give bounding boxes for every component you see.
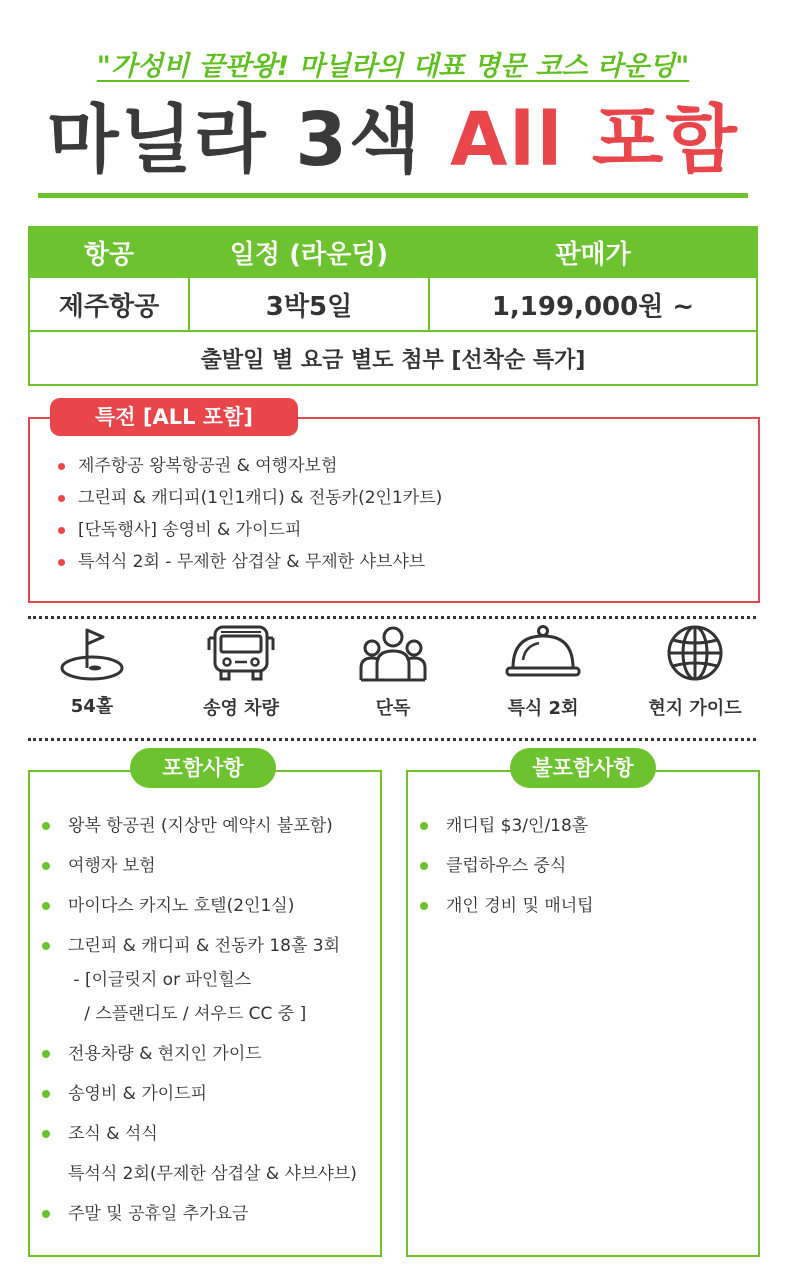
feature-label: 현지 가이드	[648, 698, 742, 719]
list-item: 조식 & 석식	[42, 1122, 372, 1146]
dotted-divider	[28, 616, 756, 619]
globe-icon	[664, 622, 726, 684]
excluded-label: 불포함사항	[510, 748, 656, 788]
list-item: 개인 경비 및 매너팁	[420, 894, 750, 918]
price-note: 출발일 별 요금 별도 첨부 [선착순 특가]	[29, 331, 757, 385]
feature-holes	[27, 622, 157, 718]
list-item: 특석식 2회(무제한 삼겹살 & 샤브샤브)	[68, 1164, 357, 1184]
cloche-icon	[503, 622, 583, 684]
feature-transfer	[176, 622, 306, 720]
tagline: "가성비 끝판왕! 마닐라의 대표 명문 코스 라운딩"	[96, 51, 690, 82]
feature-label: 송영 차량	[203, 698, 279, 719]
feature-label: 단독	[375, 698, 411, 719]
price-table-header	[29, 227, 757, 277]
price-table-row	[29, 277, 757, 331]
included-label: 포함사항	[130, 748, 276, 788]
header-price: 판매가	[429, 227, 757, 277]
list-item: 그린피 & 캐디피 & 전동카 18홀 3회	[42, 934, 372, 958]
price-table	[28, 226, 758, 386]
list-item: / 스플랜디도 / 셔우드 CC 중 ]	[68, 1004, 307, 1024]
feature-label: 54홀	[70, 696, 114, 717]
list-item: 제주항공 왕복항공권 & 여행자보험	[58, 454, 442, 486]
list-item: 그린피 & 캐디피(1인1캐디) & 전동카(2인1카트)	[58, 486, 442, 518]
list-item: 마이다스 카지노 호텔(2인1실)	[42, 894, 372, 918]
list-item: 전용차량 & 현지인 가이드	[42, 1042, 372, 1066]
list-item: - [이글릿지 or 파인힐스	[68, 970, 252, 990]
list-item: 특석식 2회 - 무제한 삼겹살 & 무제한 샤브샤브	[58, 550, 442, 582]
benefits-list	[58, 454, 442, 582]
list-item: 캐디팁 $3/인/18홀	[420, 814, 750, 838]
group-icon	[353, 622, 433, 684]
schedule-value: 3박5일	[189, 277, 429, 331]
list-item: 왕복 항공권 (지상만 예약시 불포함)	[42, 814, 372, 838]
list-item: 주말 및 공휴일 추가요금	[42, 1202, 372, 1226]
price-value: 1,199,000원 ~	[429, 277, 757, 331]
page-title: 마닐라 3색 All 포함	[47, 97, 739, 183]
dotted-divider	[28, 738, 756, 741]
list-item: 송영비 & 가이드피	[42, 1082, 372, 1106]
header-airline: 항공	[29, 227, 189, 277]
golf-flag-icon	[57, 622, 127, 682]
title-divider	[38, 193, 748, 198]
feature-local-guide	[630, 622, 760, 720]
list-item: 클럽하우스 중식	[420, 854, 750, 878]
header-schedule: 일정 (라운딩)	[189, 227, 429, 277]
airline-value: 제주항공	[29, 277, 189, 331]
feature-private	[328, 622, 458, 720]
bus-icon	[201, 622, 281, 684]
feature-label: 특식 2회	[507, 698, 579, 719]
included-list	[42, 814, 372, 1226]
list-item: [단독행사] 송영비 & 가이드피	[58, 518, 442, 550]
excluded-list	[420, 814, 750, 918]
benefits-label: 특전 [ALL 포함]	[50, 398, 298, 436]
feature-special-meal	[478, 622, 608, 720]
list-item: 여행자 보험	[42, 854, 372, 878]
